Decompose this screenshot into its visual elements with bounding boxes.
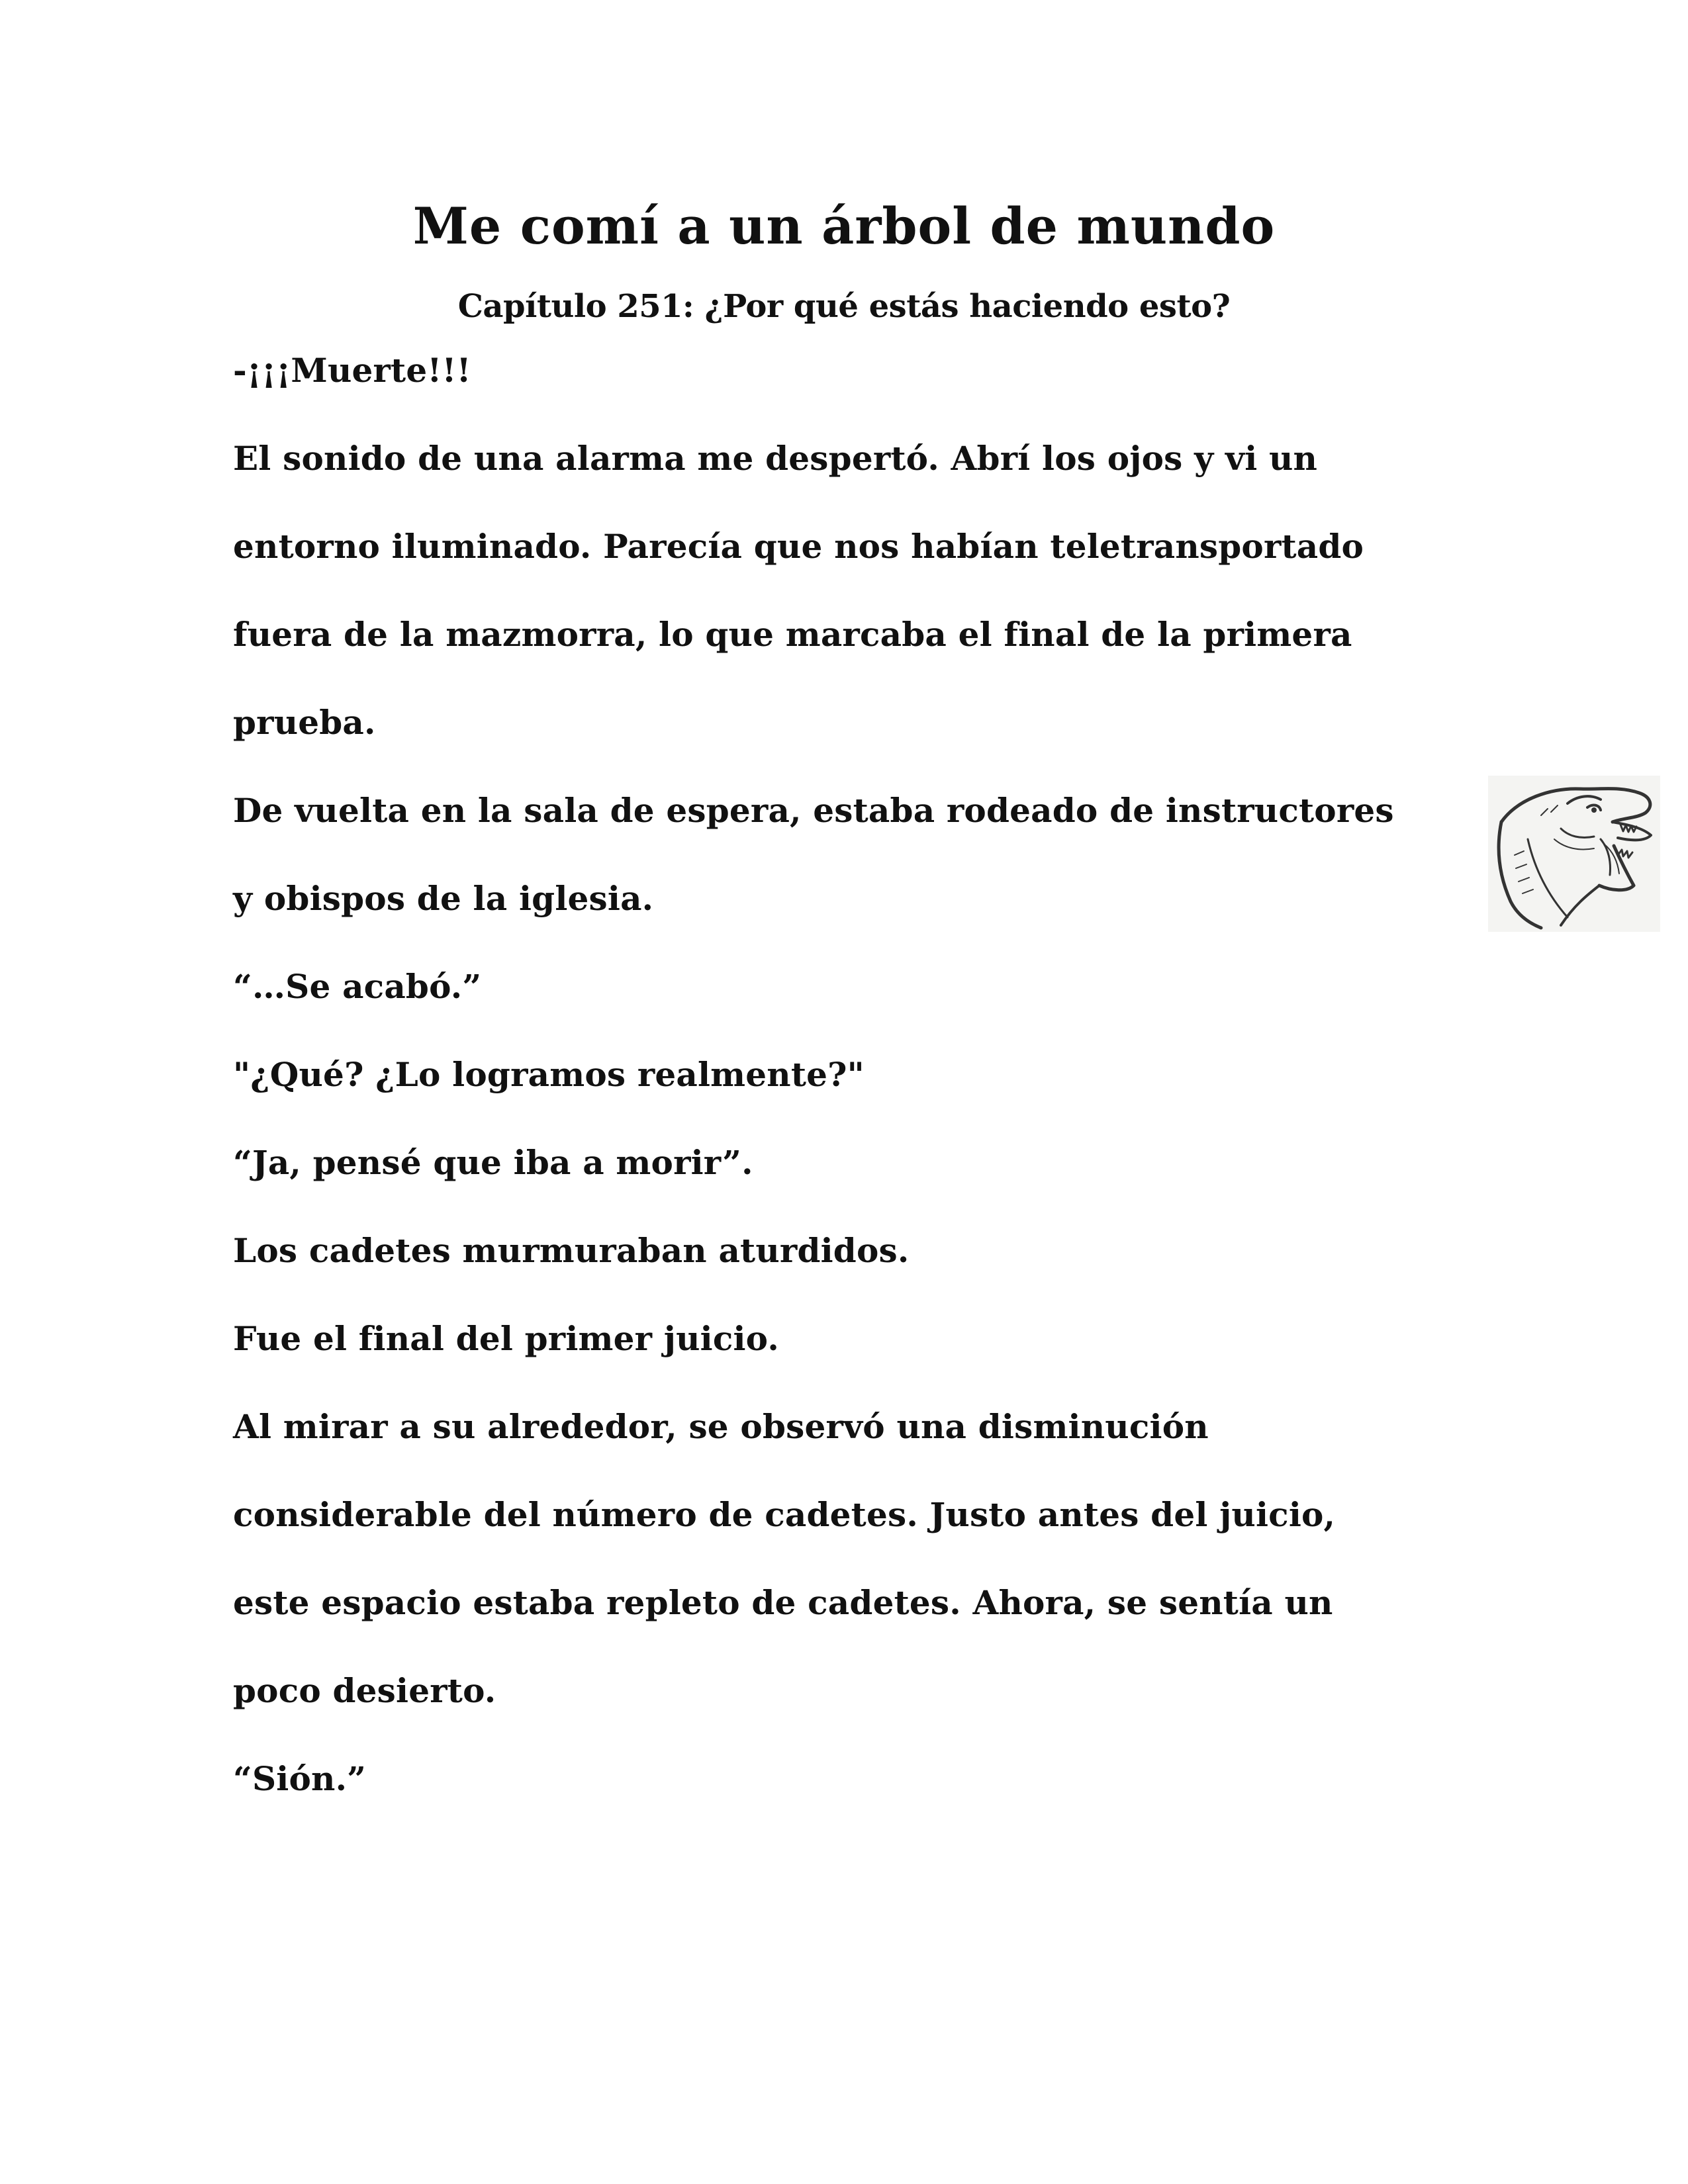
page-title: Me comí a un árbol de mundo bbox=[412, 197, 1276, 255]
text-line: “Sión.” bbox=[233, 1759, 367, 1798]
text-line: prueba. bbox=[233, 703, 376, 742]
text-line: este espacio estaba repleto de cadetes. Ahora, se sentía un bbox=[233, 1583, 1333, 1622]
text-line: entorno iluminado. Parecía que nos habían teletransportado bbox=[233, 527, 1364, 566]
text-line: "¿Qué? ¿Lo logramos realmente?" bbox=[233, 1055, 865, 1094]
text-line: considerable del número de cadetes. Justo antes del juicio, bbox=[233, 1495, 1336, 1534]
text-line: Al mirar a su alrededor, se observó una disminución bbox=[233, 1407, 1209, 1446]
dinosaur-sketch-icon bbox=[1488, 776, 1660, 932]
text-line: poco desierto. bbox=[233, 1671, 496, 1710]
chapter-heading: Capítulo 251: ¿Por qué estás haciendo esto? bbox=[457, 288, 1231, 325]
text-line: -¡¡¡Muerte!!! bbox=[233, 351, 471, 390]
text-line: De vuelta en la sala de espera, estaba rodeado de instructores bbox=[233, 791, 1394, 830]
text-line: “Ja, pensé que iba a morir”. bbox=[233, 1143, 753, 1182]
text-line: Fue el final del primer juicio. bbox=[233, 1319, 779, 1358]
text-line: El sonido de una alarma me despertó. Abrí los ojos y vi un bbox=[233, 439, 1318, 478]
text-line: Los cadetes murmuraban aturdidos. bbox=[233, 1231, 910, 1270]
text-line: y obispos de la iglesia. bbox=[233, 879, 654, 918]
text-line: “…Se acabó.” bbox=[233, 967, 482, 1006]
chapter-body bbox=[233, 351, 1491, 1799]
text-line: fuera de la mazmorra, lo que marcaba el final de la primera bbox=[233, 615, 1352, 654]
